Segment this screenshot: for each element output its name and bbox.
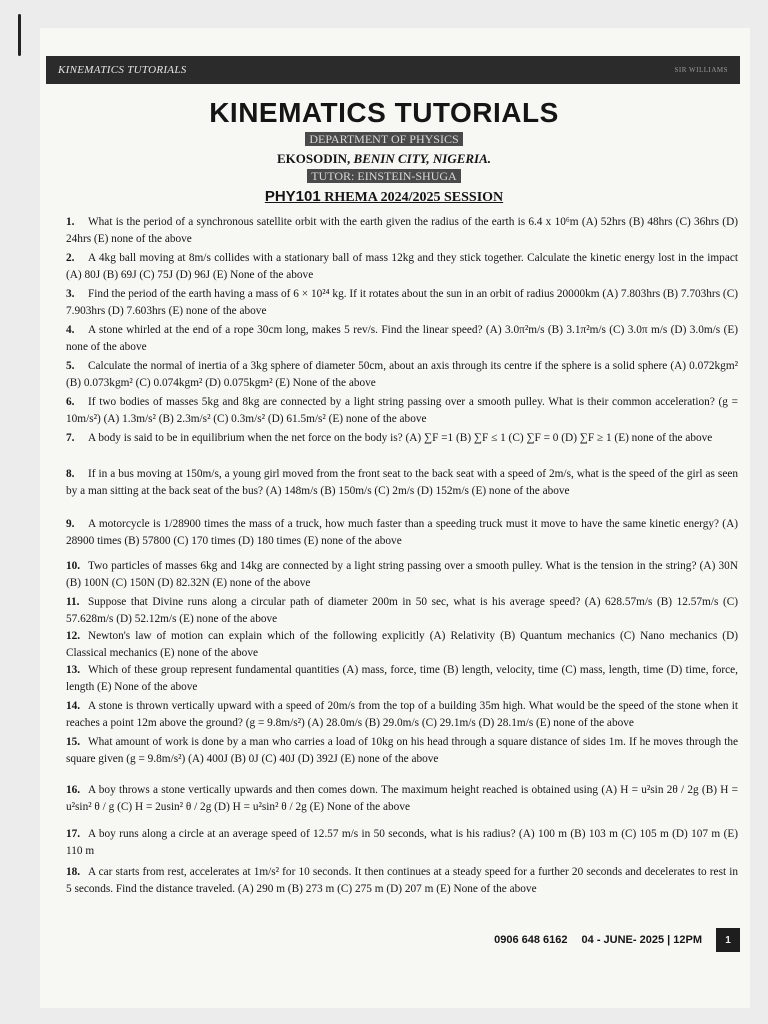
- title-block: [0, 96, 768, 208]
- question-text: If in a bus moving at 150m/s, a young girl moved from the front seat to the back seat with a speed of 2m/s, what is the speed of the girl as seen by a man sitting at the back seat of the bus? (A) 148m/s (B) 150m/s (C) 2m/s (D) 152m/s (E) none of the above: [66, 468, 738, 497]
- question-text: A stone whirled at the end of a rope 30cm long, makes 5 rev/s. Find the linear speed? (A) 3.0π²m/s (B) 3.1π²m/s (C) 3.0π m/s (D) 3.0m/s (E) none of the above: [66, 324, 738, 353]
- question-item: [66, 734, 738, 768]
- question-number: 13.: [66, 664, 81, 676]
- question-item: [66, 782, 738, 816]
- question-item: [66, 358, 738, 392]
- question-item: [66, 628, 738, 662]
- question-item: [66, 558, 738, 592]
- question-number: 11.: [66, 596, 80, 608]
- question-number: 15.: [66, 736, 81, 748]
- question-item: [66, 594, 738, 628]
- question-number: 2.: [66, 252, 75, 264]
- session-line: [0, 187, 768, 208]
- question-text: A stone is thrown vertically upward with a speed of 20m/s from the top of a building 35m high. What would be the speed of the stone when it reaches a point 12m above the ground? (g = 9.8m/s²) (A) 28.0m/s (B) 29.0m/s (C) 29.1m/s (D) 28.1m/s (E) none of the above: [66, 700, 738, 729]
- question-text: Suppose that Divine runs along a circular path of diameter 200m in 50 sec, what is his average speed? (A) 628.57m/s (B) 12.57m/s (C) 57.628m/s (D) 52.12m/s (E) none of the above: [66, 596, 738, 625]
- department-label: DEPARTMENT OF PHYSICS: [305, 132, 462, 146]
- question-number: 12.: [66, 630, 81, 642]
- question-number: 6.: [66, 396, 75, 408]
- question-number: 1.: [66, 216, 75, 228]
- footer: [430, 928, 740, 952]
- question-item: [66, 826, 738, 860]
- question-item: [66, 250, 738, 284]
- question-item: [66, 864, 738, 898]
- header-bar-author: SIR WILLIAMS: [674, 66, 728, 74]
- question-text: What is the period of a synchronous satellite orbit with the earth given the radius of the earth is 6.4 x 10⁶m (A) 52hrs (B) 48hrs (C) 36hrs (D) 24hrs (E) none of the above: [66, 216, 738, 245]
- question-text: Newton's law of motion can explain which of the following explicitly (A) Relativity (B) Quantum mechanics (C) Nano mechanics (D) Classical mechanics (E) none of the above: [66, 630, 738, 659]
- question-number: 14.: [66, 700, 81, 712]
- tutor-label: TUTOR: EINSTEIN-SHUGA: [307, 169, 460, 183]
- question-item: [66, 516, 738, 550]
- question-item: [66, 394, 738, 428]
- city-name: BENIN CITY, NIGERIA.: [353, 151, 492, 166]
- footer-date: 04 - JUNE- 2025 | 12PM: [581, 934, 702, 946]
- course-code: PHY101: [264, 188, 321, 205]
- question-item: [66, 214, 738, 248]
- question-text: A boy throws a stone vertically upwards and then comes down. The maximum height reached is obtained using (A) H = u²sin 2θ / 2g (B) H = u²sin² θ / g (C) H = 2usin² θ / 2g (D) H = u²sin² θ / 2g (E) None of the above: [66, 784, 738, 813]
- question-number: 17.: [66, 828, 81, 840]
- page-title: KINEMATICS TUTORIALS: [209, 97, 559, 128]
- question-item: [66, 430, 738, 447]
- question-text: If two bodies of masses 5kg and 8kg are connected by a light string passing over a smooth pulley. What is their common acceleration? (g = 10m/s²) (A) 1.3m/s² (B) 2.3m/s² (C) 0.3m/s² (D) 61.5m/s² (E) none of the above: [66, 396, 738, 425]
- header-bar: [46, 56, 740, 84]
- question-text: A car starts from rest, accelerates at 1m/s² for 10 seconds. It then continues at a steady speed for a further 20 seconds and decelerates to rest in 5 seconds. Find the distance traveled. (A) 290 m (B) 273 m (C) 275 m (D) 207 m (E) None of the above: [66, 866, 738, 895]
- question-text: What amount of work is done by a man who carries a load of 10kg on his head through a square distance of sides 1m. If he moves through the square given (g = 9.8m/s²) (A) 400J (B) 0J (C) 40J (D) 392J (E) none of the above: [66, 736, 738, 765]
- question-text: A motorcycle is 1/28900 times the mass of a truck, how much faster than a speeding truck must it move to have the same kinetic energy? (A) 28900 times (B) 57800 (C) 170 times (D) 180 times (E) none of the above: [66, 518, 738, 547]
- question-text: Two particles of masses 6kg and 14kg are connected by a light string passing over a smooth pulley. What is the tension in the string? (A) 30N (B) 100N (C) 150N (D) 82.32N (E) none of the above: [66, 560, 738, 589]
- page-edge-mark: [18, 14, 21, 56]
- page-number-badge: 1: [716, 928, 740, 952]
- question-item: [66, 322, 738, 356]
- question-text: A body is said to be in equilibrium when the net force on the body is? (A) ∑F =1 (B) ∑F ≤ 1 (C) ∑F = 0 (D) ∑F ≥ 1 (E) none of the above: [88, 432, 713, 444]
- city-line: [0, 150, 768, 167]
- question-text: Calculate the normal of inertia of a 3kg sphere of diameter 50cm, about an axis through its centre if the sphere is a solid sphere (A) 0.072kgm² (B) 0.073kgm² (C) 0.074kgm² (D) 0.075kgm² (E) None of the above: [66, 360, 738, 389]
- question-text: Which of these group represent fundamental quantities (A) mass, force, time (B) length, velocity, time (C) mass, length, time (D) time, force, length (E) None of the above: [66, 664, 738, 693]
- footer-phone: 0906 648 6162: [494, 934, 568, 946]
- question-number: 18.: [66, 866, 81, 878]
- question-number: 8.: [66, 468, 75, 480]
- question-number: 10.: [66, 560, 81, 572]
- question-text: A 4kg ball moving at 8m/s collides with a stationary ball of mass 12kg and they stick together. Calculate the kinetic energy lost in the impact (A) 80J (B) 69J (C) 75J (D) 96J (E) None of the above: [66, 252, 738, 281]
- question-item: [66, 662, 738, 696]
- question-item: [66, 286, 738, 320]
- question-number: 3.: [66, 288, 75, 300]
- question-number: 9.: [66, 518, 75, 530]
- question-text: A boy runs along a circle at an average speed of 12.57 m/s in 50 seconds, what is his radius? (A) 100 m (B) 103 m (C) 105 m (D) 107 m (E) 110 m: [66, 828, 738, 857]
- question-item: [66, 466, 738, 500]
- city-prefix: EKOSODIN,: [276, 151, 351, 166]
- session-label: RHEMA 2024/2025 SESSION: [324, 190, 504, 205]
- question-number: 7.: [66, 432, 75, 444]
- question-number: 5.: [66, 360, 75, 372]
- question-number: 4.: [66, 324, 75, 336]
- header-bar-title: KINEMATICS TUTORIALS: [58, 64, 187, 76]
- question-item: [66, 698, 738, 732]
- question-text: Find the period of the earth having a mass of 6 × 10²⁴ kg. If it rotates about the sun in an orbit of radius 20000km (A) 7.803hrs (B) 7.703hrs (C) 7.903hrs (D) 7.603hrs (E) none of the above: [66, 288, 738, 317]
- question-number: 16.: [66, 784, 81, 796]
